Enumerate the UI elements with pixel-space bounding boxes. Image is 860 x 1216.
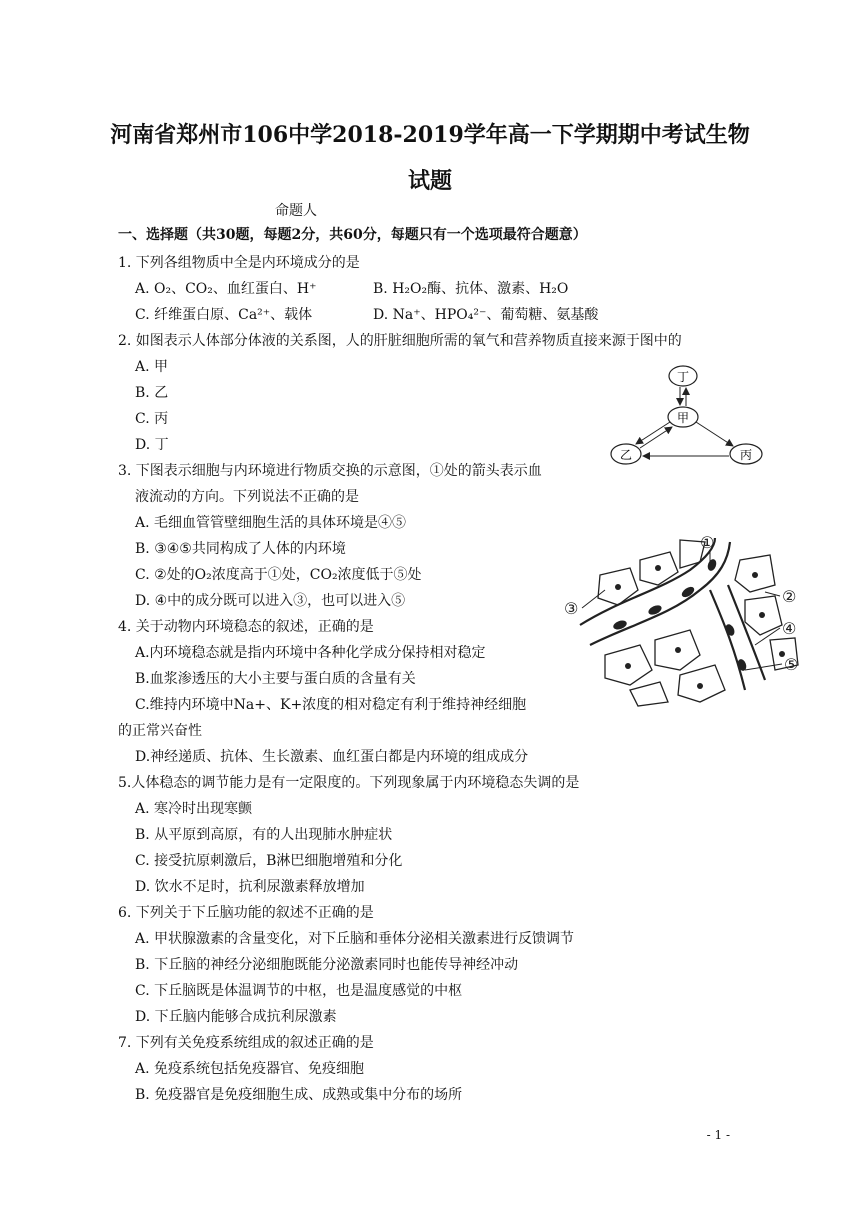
- question-4-option-c-cont: 的正常兴奋性: [118, 723, 202, 739]
- label-1: ①: [700, 533, 715, 552]
- node-jia-label: 甲: [676, 411, 690, 425]
- page-title: 河南省郑州市106中学2018-2019学年高一下学期期中考试生物试题: [110, 122, 750, 194]
- question-5-option-a: A. 寒冷时出现寒颤: [135, 801, 253, 817]
- node-yi-label: 乙: [619, 448, 633, 462]
- arrow-jia-to-bing: [696, 422, 733, 446]
- author-label: 命题人: [275, 203, 317, 219]
- question-7-option-a: A. 免疫系统包括免疫器官、免疫细胞: [135, 1061, 365, 1077]
- question-3-stem-cont: 液流动的方向。下列说法不正确的是: [135, 489, 359, 505]
- question-4-option-d: D.神经递质、抗体、生长激素、血红蛋白都是内环境的组成成分: [135, 749, 529, 765]
- question-2-stem: 2. 如图表示人体部分体液的关系图，人的肝脏细胞所需的氧气和营养物质直接来源于图中的: [118, 333, 682, 349]
- label-5: ⑤: [784, 655, 799, 674]
- question-7-option-b: B. 免疫器官是免疫细胞生成、成熟或集中分布的场所: [135, 1087, 463, 1103]
- question-5-option-b: B. 从平原到高原，有的人出现肺水肿症状: [135, 827, 393, 843]
- arrow-jia-to-yi: [636, 422, 670, 444]
- tissue-exchange-diagram: [560, 530, 810, 710]
- question-2-option-a: A. 甲: [135, 359, 169, 375]
- question-1-option-c: C. 纤维蛋白原、Ca²⁺、载体: [135, 307, 313, 323]
- node-bing-label: 丙: [739, 448, 753, 462]
- question-6-option-b: B. 下丘脑的神经分泌细胞既能分泌激素同时也能传导神经冲动: [135, 957, 519, 973]
- label-3: ③: [564, 599, 579, 618]
- question-6-option-a: A. 甲状腺激素的含量变化，对下丘脑和垂体分泌相关激素进行反馈调节: [135, 931, 575, 947]
- label-2: ②: [782, 587, 797, 606]
- question-1-option-b: B. H₂O₂酶、抗体、激素、H₂O: [373, 281, 569, 297]
- question-5-option-c: C. 接受抗原刺激后，B淋巴细胞增殖和分化: [135, 853, 403, 869]
- question-3-option-c: C. ②处的O₂浓度高于①处，CO₂浓度低于⑤处: [135, 567, 422, 583]
- question-2-option-b: B. 乙: [135, 385, 169, 401]
- question-4-stem: 4. 关于动物内环境稳态的叙述，正确的是: [118, 619, 374, 635]
- body-fluid-diagram: [598, 362, 778, 472]
- question-2-option-d: D. 丁: [135, 437, 169, 453]
- question-6-option-d: D. 下丘脑内能够合成抗利尿激素: [135, 1009, 337, 1025]
- label-4: ④: [782, 619, 797, 638]
- question-3-option-b: B. ③④⑤共同构成了人体的内环境: [135, 541, 346, 557]
- arrow-yi-to-jia: [640, 427, 672, 448]
- question-3-option-a: A. 毛细血管管壁细胞生活的具体环境是④⑤: [135, 515, 407, 531]
- node-ding-label: 丁: [676, 370, 690, 384]
- question-3-option-d: D. ④中的成分既可以进入③，也可以进入⑤: [135, 593, 406, 609]
- question-1-option-a: A. O₂、CO₂、血红蛋白、H⁺: [135, 281, 317, 297]
- question-1-stem: 1. 下列各组物质中全是内环境成分的是: [118, 255, 360, 271]
- question-4-option-c: C.维持内环境中Na+、K+浓度的相对稳定有利于维持神经细胞: [135, 697, 527, 713]
- section-heading: 一、选择题（共30题，每题2分，共60分，每题只有一个选项最符合题意）: [118, 227, 587, 243]
- question-7-stem: 7. 下列有关免疫系统组成的叙述正确的是: [118, 1035, 374, 1051]
- question-4-option-b: B.血浆渗透压的大小主要与蛋白质的含量有关: [135, 671, 416, 687]
- page-number: - 1 -: [706, 1128, 730, 1142]
- question-5-stem: 5.人体稳态的调节能力是有一定限度的。下列现象属于内环境稳态失调的是: [118, 775, 580, 791]
- question-6-option-c: C. 下丘脑既是体温调节的中枢，也是温度感觉的中枢: [135, 983, 463, 999]
- question-1-option-d: D. Na⁺、HPO₄²⁻、葡萄糖、氨基酸: [373, 307, 599, 323]
- question-6-stem: 6. 下列关于下丘脑功能的叙述不正确的是: [118, 905, 374, 921]
- question-3-stem: 3. 下图表示细胞与内环境进行物质交换的示意图，①处的箭头表示血: [118, 463, 542, 479]
- question-4-option-a: A.内环境稳态就是指内环境中各种化学成分保持相对稳定: [135, 645, 486, 661]
- question-5-option-d: D. 饮水不足时，抗利尿激素释放增加: [135, 879, 365, 895]
- question-2-option-c: C. 丙: [135, 411, 169, 427]
